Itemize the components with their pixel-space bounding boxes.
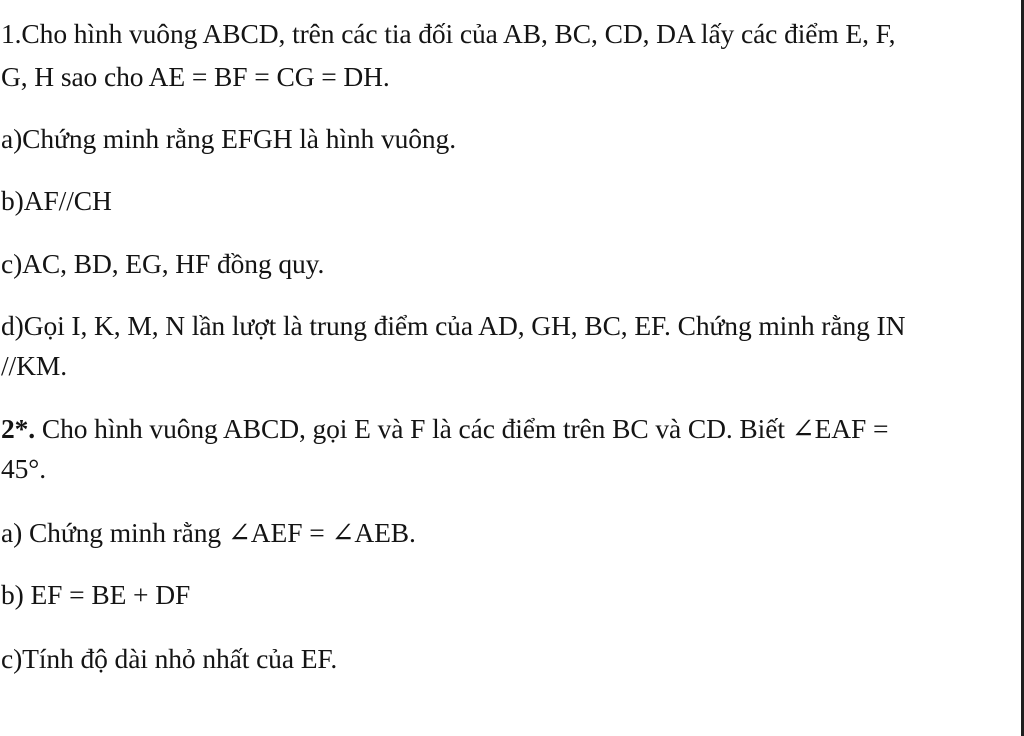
problem-1-statement-line-2: G, H sao cho AE = BF = CG = DH. <box>1 61 390 92</box>
problem-2-number: 2*. <box>1 413 36 444</box>
problem-1-part-d-line-1: d)Gọi I, K, M, N lần lượt là trung điểm của AD, GH, BC, EF. Chứng minh rằng IN <box>1 310 906 341</box>
problem-1-part-b: b)AF//CH <box>1 185 112 216</box>
problem-2-part-b: b) EF = BE + DF <box>1 579 191 610</box>
problem-2-statement-line-1 <box>1 413 888 445</box>
problem-1-statement-line-1: 1.Cho hình vuông ABCD, trên các tia đối của AB, BC, CD, DA lấy các điểm E, F, <box>1 18 896 49</box>
problem-1-part-c: c)AC, BD, EG, HF đồng quy. <box>1 248 325 279</box>
problem-2-part-c: c)Tính độ dài nhỏ nhất của EF. <box>1 643 338 674</box>
problem-1-part-d-line-2: //KM. <box>1 350 67 381</box>
problem-2-part-a: a) Chứng minh rằng ∠AEF = ∠AEB. <box>1 517 416 548</box>
problem-1-part-a: a)Chứng minh rằng EFGH là hình vuông. <box>1 123 456 154</box>
problem-2-statement-text: Cho hình vuông ABCD, gọi E và F là các điểm trên BC và CD. Biết ∠EAF = <box>35 413 889 444</box>
problem-2-statement-line-2: 45°. <box>1 453 46 484</box>
